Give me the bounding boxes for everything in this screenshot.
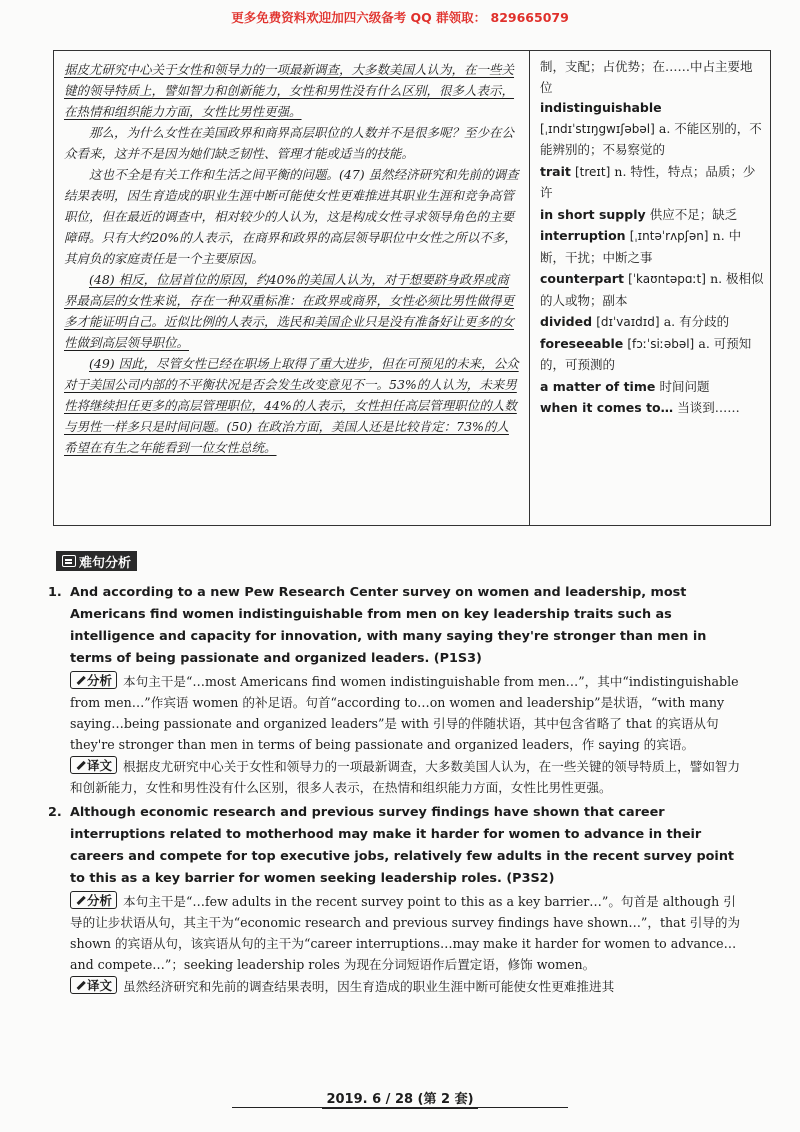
translation-paragraph: (49) 因此，尽管女性已经在职场上取得了重大进步，但在可预见的未来，公众对于美国公司内部的不平衡状况是否会发生改变意见不一。53%的人认为，未来男性将继续担任更多的高层管理职位，44%的人表示，女性担任高层管理职位的人数与男性一样多只是时间问题。(50) 在政治方面，美国人还是比较肯定：73%的人希望在有生之年能看到一位女性总统。 [64, 356, 519, 455]
glossary-entry [540, 98, 764, 162]
glossary-word: indistinguishable [540, 100, 662, 115]
analysis-tag-label: 分析 [87, 672, 113, 688]
promo-banner: 更多免费资料欢迎加四六级备考 QQ 群领取： 829665079 [231, 10, 569, 25]
english-sentence-text: And according to a new Pew Research Center survey on women and leadership, most Americans find women indistinguishable from men on key leadership traits such as intelligence and capacity for innovation, with many saying they're stronger than men in terms of being passionate and organized leaders. (P1S3) [70, 585, 707, 666]
glossary-entry [540, 334, 764, 377]
notebook-icon [62, 555, 76, 567]
pen-icon [75, 760, 85, 770]
glossary-definition: 供应不足；缺乏 [649, 206, 738, 222]
translation-tag-label: 译文 [87, 757, 113, 773]
pen-icon [75, 980, 85, 990]
glossary-entry [540, 377, 764, 399]
glossary-word: foreseeable [540, 335, 624, 351]
analysis-text: 本句主干是“…most Americans find women indistinguishable from men…”，其中“indistinguishable from men…”作宾语 women 的补足语。句首“according to…on women and leadership”是状语，“with many saying…being passionate and organized leaders”是 with 引导的伴随状语，其中包含省略了 that 的宾语从句 they're stronger than men in terms of being passionate and organized leaders，作 saying 的宾语。 [70, 674, 739, 752]
glossary-column [530, 51, 770, 525]
pen-icon [75, 895, 85, 905]
translation-note [48, 756, 744, 798]
glossary-entry [540, 205, 764, 227]
english-sentence-text: Although economic research and previous survey findings have shown that career interruptions related to motherhood may make it harder for women to advance in their careers and compete for top executive jobs, relatively few adults in the recent survey point to this as a key barrier for women seeking leadership roles. (P3S2) [70, 805, 735, 886]
glossary-word: divided [540, 314, 593, 329]
pen-icon [75, 675, 85, 685]
translation-paragraph: 据皮尤研究中心关于女性和领导力的一项最新调查，大多数美国人认为，在一些关键的领导特质上，譬如智力和创新能力，女性和男性没有什么区别，很多人表示，在热情和组织能力方面，女性比男性更强。 [64, 62, 515, 119]
translation-paragraph: (48) 相反，位居首位的原因，约40%的美国人认为，对于想要跻身政界或商界最高层的女性来说，存在一种双重标准：在政界或商界，女性必须比男性做得更多才能证明自己。近似比例的人表示，选民和美国企业只是没有准备好让更多的女性做到高层领导职位。 [64, 272, 515, 350]
glossary-entry [540, 269, 764, 312]
translation-text: 根据皮尤研究中心关于女性和领导力的一项最新调查，大多数美国人认为，在一些关键的领导特质上，譬如智力和创新能力，女性和男性没有什么区别，很多人表示，在热情和组织能力方面，女性比男性更强。 [70, 759, 741, 795]
sentence-analysis [48, 582, 744, 1001]
analysis-tag [70, 891, 117, 909]
glossary-entry [540, 226, 764, 269]
glossary-phonetic: [fɔːˈsiːəbəl] [627, 336, 695, 351]
glossary-definition: a. 不能区别的，不能辨别的；不易察觉的 [540, 120, 762, 157]
glossary-definition: 时间问题 [659, 378, 710, 394]
analysis-tag [70, 671, 117, 689]
glossary-entry [540, 398, 764, 420]
glossary-phonetic: [ˌɪntəˈrʌpʃən] [629, 229, 709, 243]
section-title-text: 难句分析 [79, 555, 132, 571]
glossary-definition: n. 特性，特点；品质；少许 [540, 163, 756, 200]
translation-column [54, 51, 530, 525]
analysis-item [48, 802, 744, 997]
translation-tag-label: 译文 [87, 977, 113, 993]
analysis-text: 本句主干是“…few adults in the recent survey point to this as a key barrier…”。句首是 although 引导的让步状语从句，其主干为“economic research and previous survey findings have shown…”，that 引导的为 shown 的宾语从句，该宾语从句的主干为“career interruptions…may make it harder for women to advance…and compete…”；seeking leadership roles 为现在分词短语作后置定语，修饰 women。 [70, 894, 741, 972]
english-sentence [48, 582, 744, 670]
glossary-definition: a. 有分歧的 [663, 314, 730, 329]
analysis-note [48, 671, 744, 755]
translation-paragraph: 那么，为什么女性在美国政界和商界高层职位的人数并不是很多呢？至少在公众看来，这并不是因为她们缺乏韧性、管理才能或适当的技能。 [64, 125, 515, 161]
glossary-continuation: 制，支配；占优势；在……中占主要地位 [540, 59, 753, 95]
footer-text: 2019. 6 / 28 (第 2 套) [322, 1092, 477, 1109]
analysis-tag-label: 分析 [87, 892, 113, 908]
translation-paragraph: 这也不全是有关工作和生活之间平衡的问题。(47) 虽然经济研究和先前的调查结果表明，因生育造成的职业生涯中断可能使女性更难推进其职业生涯和竞争高管职位，但在最近的调查中，相对较少的人认为，这是构成女性寻求领导角色的主要障碍。只有大约20%的人表示，在商界和政界的高层领导职位中女性之所以不多，其肩负的家庭责任是一个主要原因。 [64, 167, 519, 266]
analysis-item [48, 582, 744, 798]
item-number: 1. [48, 585, 62, 600]
glossary-word: trait [540, 163, 571, 179]
glossary-entry [540, 312, 764, 334]
page-footer [0, 1088, 800, 1107]
glossary-word: a matter of time [540, 378, 656, 394]
translation-box [53, 50, 771, 526]
glossary-word: interruption [540, 228, 626, 243]
glossary-phonetic: [treɪt] [574, 164, 611, 179]
glossary-definition: 当谈到…… [677, 400, 740, 415]
item-number: 2. [48, 805, 62, 820]
translation-note [48, 976, 744, 997]
english-sentence [48, 802, 744, 890]
translation-tag [70, 976, 117, 994]
glossary-phonetic: [ˈkaʊntəpɑːt] [628, 272, 706, 286]
translation-text: 虽然经济研究和先前的调查结果表明，因生育造成的职业生涯中断可能使女性更难推进其 [123, 979, 615, 994]
glossary-phonetic: [ˌɪndɪˈstɪŋgwɪʃəbəl] [540, 121, 655, 136]
glossary-entry [540, 162, 764, 205]
glossary-word: when it comes to… [540, 400, 674, 415]
glossary-definition: n. 极相似的人或物；副本 [540, 271, 764, 308]
glossary-definition: n. 中断，干扰；中断之事 [540, 228, 742, 265]
analysis-note [48, 891, 744, 975]
section-title [56, 551, 137, 571]
glossary-word: in short supply [540, 206, 646, 222]
glossary-phonetic: [dɪˈvaɪdɪd] [596, 315, 660, 329]
glossary-word: counterpart [540, 271, 624, 286]
translation-tag [70, 756, 117, 774]
glossary-definition: a. 可预知的，可预测的 [540, 335, 752, 372]
